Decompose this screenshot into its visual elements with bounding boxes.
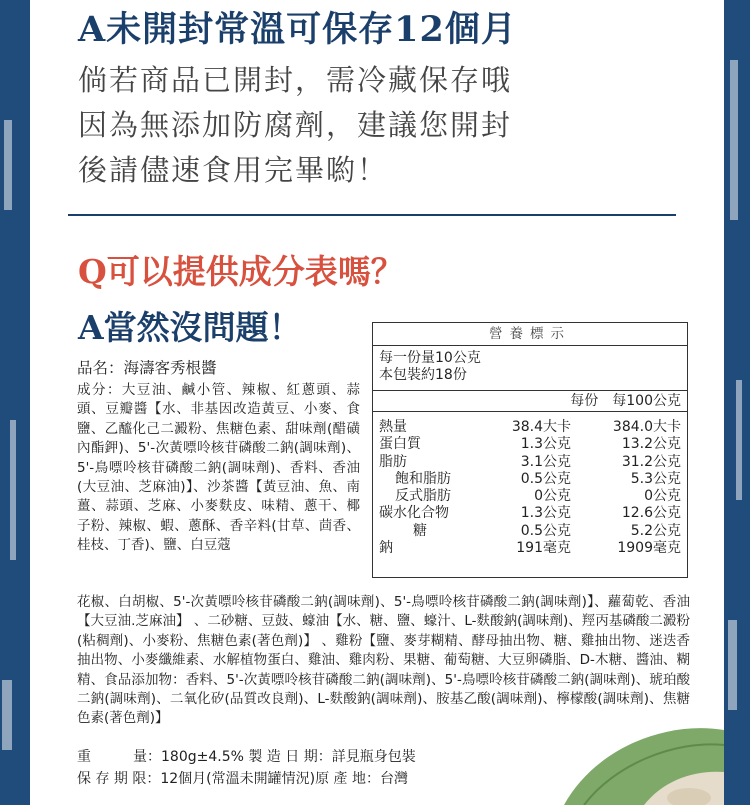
nutrition-row	[373, 454, 687, 471]
answer1-line: 因為無添加防腐劑，建議您開封	[78, 108, 513, 142]
ingredients-text-1: 大豆油、鹹小管、辣椒、紅蔥頭、蒜頭、豆瓣醬【水、非基因改造黃豆、小麥、食鹽、乙醯化己二澱粉、焦糖色素、甜味劑(醋磺內酯鉀)、5'-次黃嘌呤核苷磷酸二鈉(調味劑)、5'-鳥嘌呤核苷磷酸二鈉(調味劑)、香料、香油(大豆油、芝麻油)】、沙茶醬【黃豆油、魚、南薑、蒜頭、芝麻、小麥麩皮、味精、蔥干、椰子粉、辣椒、蝦、蔥酥、香辛料(甘草、茴香、桂枝、丁香)、鹽、白豆蔻	[77, 382, 361, 554]
answer1-line: 倘若商品已開封，需冷藏保存哦	[78, 63, 513, 97]
per-serving-value: 0.5公克	[520, 470, 571, 487]
nutrition-row	[373, 436, 687, 453]
question2-heading: Q可以提供成分表嗎？	[78, 252, 404, 291]
per-100g-value: 5.3公克	[630, 470, 681, 487]
per-100g-value: 0公克	[644, 488, 681, 505]
per-100g-value: 12.6公克	[621, 505, 681, 522]
servings-per-pack: 本包裝約18份	[379, 367, 467, 383]
nutrition-table	[372, 322, 688, 578]
leaf-illustration	[554, 710, 724, 805]
nutrient-name: 碳水化合物	[379, 505, 449, 522]
product-name-value: 海濤客秀根醬	[123, 359, 217, 377]
col-per-serving: 每份	[570, 393, 599, 409]
product-name-label: 品名：	[77, 359, 124, 377]
per-100g-value: 13.2公克	[621, 436, 681, 453]
per-serving-value: 0公克	[534, 488, 571, 505]
answer1-paragraph	[78, 58, 512, 193]
nutrition-row	[373, 523, 687, 540]
ingredients-label: 成分：	[77, 382, 122, 398]
answer1-line: 後請儘速食用完畢喲！	[78, 153, 389, 187]
nutrition-row	[373, 540, 687, 557]
nutrition-row	[373, 505, 687, 522]
weight-line: 重 量：180g±4.5% 製 造 日 期：詳見瓶身包裝	[77, 749, 416, 765]
serving-info	[373, 346, 687, 384]
col-per-100g: 每100公克	[612, 393, 681, 409]
per-serving-value: 38.4大卡	[511, 419, 571, 435]
answer2-heading: A當然沒問題！	[78, 308, 302, 347]
ingredients-part1	[77, 381, 360, 556]
nutrient-name: 飽和脂肪	[395, 470, 451, 487]
right-frame	[724, 0, 750, 805]
per-100g-value: 5.2公克	[630, 522, 681, 539]
per-serving-value: 1.3公克	[520, 436, 571, 453]
nutrition-rows	[373, 412, 687, 557]
nutrient-name: 糖	[413, 522, 427, 539]
product-name	[77, 356, 217, 378]
per-100g-value: 31.2公克	[621, 453, 681, 470]
nutrient-name: 脂肪	[379, 453, 407, 470]
serving-size: 每一份量10公克	[379, 350, 481, 366]
nutrition-row	[373, 471, 687, 488]
left-frame	[0, 0, 30, 805]
nutrient-name: 蛋白質	[379, 436, 421, 453]
nutrient-name: 熱量	[379, 419, 407, 435]
ingredients-part2: 花椒、白胡椒、5'-次黃嘌呤核苷磷酸二鈉(調味劑)、5'-鳥嘌呤核苷磷酸二鈉(調味劑)】、蘿蔔乾、香油【大豆油.芝麻油】 、二砂糖、豆鼓、蠔油【水、糖、鹽、蠔汁、L-麩酸鈉(調味劑)、羥丙基磷酸二澱粉(粘稠劑)、小麥粉、焦糖色素(著色劑)】 、雞粉【鹽、麥芽糊精、酵母抽出物、糖、雞抽出物、迷迭香抽出物、小麥纖維素、水解植物蛋白、雞油、雞肉粉、果糖、葡萄糖、大豆卵磷脂、D-木糖、醬油、糊精、食品添加物：香料、5'-次黃嘌呤核苷磷酸二鈉(調味劑)、5'-鳥嘌呤核苷磷酸二鈉(調味劑)、琥珀酸二鈉(調味劑)、二氧化矽(品質改良劑)、L-麩酸鈉(調味劑)、胺基乙酸(調味劑)、檸檬酸(調味劑)、焦糖色素(著色劑)】	[77, 594, 690, 727]
per-serving-value: 1.3公克	[520, 505, 571, 522]
content-card	[30, 0, 724, 805]
per-100g-value: 384.0大卡	[612, 419, 681, 435]
nutrition-title: 營養標示	[373, 323, 687, 346]
per-serving-value: 0.5公克	[520, 522, 571, 539]
answer1-heading: A未開封常溫可保存12個月	[78, 9, 517, 50]
nutrient-name: 反式脂肪	[395, 488, 451, 505]
shelf-life-line: 保 存 期 限：12個月(常溫未開罐情況)原 產 地：台灣	[77, 771, 408, 787]
nutrition-row	[373, 419, 687, 436]
section-divider	[68, 214, 676, 216]
per-100g-value: 1909毫克	[617, 540, 681, 557]
nutrition-column-headers	[373, 390, 687, 412]
nutrient-name: 鈉	[379, 540, 393, 557]
per-serving-value: 3.1公克	[520, 453, 571, 470]
per-serving-value: 191毫克	[516, 540, 571, 557]
nutrition-row	[373, 488, 687, 505]
